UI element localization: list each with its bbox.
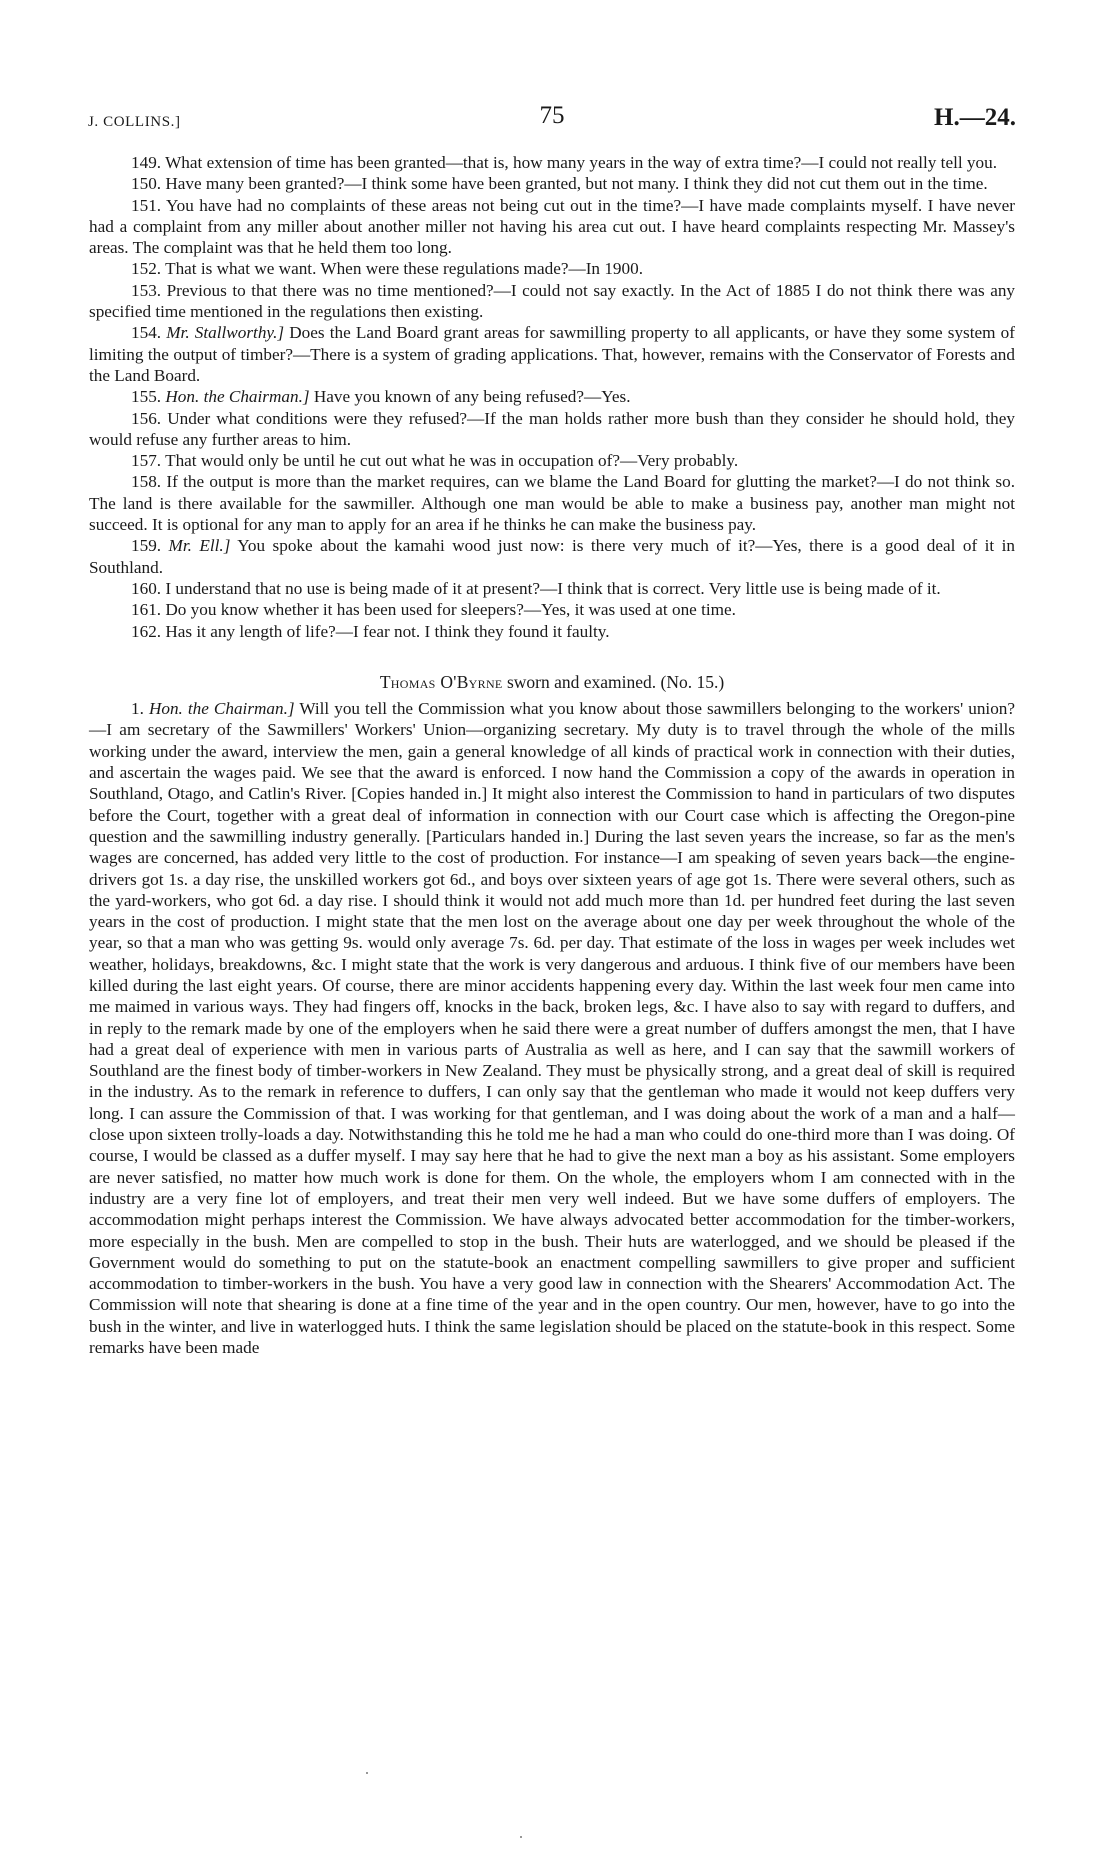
question-number: 150. bbox=[131, 174, 162, 194]
question-number: 159. bbox=[131, 536, 162, 556]
question-number: 160. bbox=[131, 578, 162, 598]
page-body bbox=[89, 152, 1015, 1358]
question-149 bbox=[89, 152, 1015, 173]
witness-name: Thomas O'Byrne bbox=[379, 671, 503, 692]
page-header bbox=[88, 100, 1016, 140]
question-150 bbox=[89, 173, 1015, 194]
speaker-name: Mr. Ell.] bbox=[168, 536, 231, 556]
question-text: Have many been granted?—I think some have been granted, but not many. I think they did not cut them out in the time. bbox=[165, 174, 988, 194]
question-number: 153. bbox=[131, 280, 162, 300]
question-number: 161. bbox=[131, 600, 162, 620]
question-number: 154. bbox=[131, 323, 162, 343]
question-number: 158. bbox=[131, 472, 162, 492]
question-text: What extension of time has been granted—that is, how many years in the way of extra time?—I could not really tell you. bbox=[165, 153, 997, 172]
question-number: 162. bbox=[131, 621, 162, 641]
document-reference: H.—24. bbox=[934, 104, 1016, 131]
testimony-text: Will you tell the Commission what you know about those sawmillers belonging to the workers' union?—I am secretary of the Sawmillers' Workers' Union—organizing secretary. My duty is to travel through the whole of the mills working under the award, interview the men, gain a general knowledge of all kinds of practical work in connection with their duties, and ascertain the wages paid. We see that the award is enforced. I now hand the Commission a copy of the awards in operation in Southland, Otago, and Catlin's River. [Copies handed in.] It might also interest the Commission to hand in particulars of two disputes before the Court, together with a great deal of information in connection with our Court case which is affecting the Oregon-pine question and the sawmilling industry generally. [Particulars handed in.] During the last seven years the increase, so far as the men's wages are concerned, has added very little to the cost of production. For instance—I am speaking of seven years back—the engine-drivers got 1s. a day rise, the unskilled workers got 6d., and boys over sixteen years of age got 1s. There were several others, such as the yard-workers, who got 6d. a day rise. I should think it would not add much more than 1d. per hundred feet during the last seven years in the cost of production. I might state that the men lost on the average about one day per week throughout the whole of the year, so that a man who was getting 9s. would only average 7s. 6d. per day. That estimate of the loss in wages per week includes wet weather, holidays, breakdowns, &c. I might state that the work is very dangerous and arduous. I think five of our members have been killed during the last eight years. Of course, there are minor accidents happening every day. Within the last week four men came into me maimed in various ways. They had fingers off, knocks in the back, broken legs, &c. I have also to say with regard to duffers, and in reply to the remark made by one of the employers when he said there were a great number of duffers amongst the men, that I have had a great deal of experience with men in various parts of Australia as well as here, and I can say that the sawmill workers of Southland are the finest body of timber-workers in New Zealand. They must be physically strong, and a great deal of skill is required in the industry. As to the remark in reference to duffers, I can only say that the gentleman who made it would not keep duffers very long. I can assure the Commission of that. I was working for that gentleman, and I was doing about the work of a man and a half—close upon sixteen trolly-loads a day. Notwithstanding this he told me he had a man who could do one-third more than I was doing. Of course, I would be classed as a duffer myself. I may say here that he had to give the next man a boy as his assistant. Some employers are never satisfied, no matter how much work is done for them. On the whole, the employers whom I am connected with in the industry are a very fine lot of employers, and treat their men very well indeed. But we have some duffers of employers. The accommodation might perhaps interest the Commission. We have always advocated better accommodation for the timber-workers, more especially in the bush. Men are compelled to stop in the bush. Their huts are waterlogged, and we should be pleased if the Government would do something to put on the statute-book an enactment compelling sawmillers to give proper and sufficient accommodation to timber-workers in the bush. You have a very good law in connection with the Shearers' Accommodation Act. The Commission will note that shearing is done at a fine time of the year and in the open country. Our men, however, have to go into the bush in the winter, and live in waterlogged huts. I think the same legislation should be placed on the statute-book in this respect. Some remarks have been made bbox=[89, 699, 1016, 1358]
question-151 bbox=[89, 195, 1015, 259]
question-text: You spoke about the kamahi wood just now: is there very much of it?—Yes, there is a good deal of it in Southland. bbox=[89, 536, 1015, 577]
question-158 bbox=[89, 471, 1015, 535]
question-155 bbox=[89, 386, 1015, 407]
question-number: 152. bbox=[131, 259, 162, 279]
question-text: That would only be until he cut out what he was in occupation of?—Very probably. bbox=[165, 451, 739, 471]
question-text: Have you known of any being refused?—Yes. bbox=[313, 387, 631, 407]
question-153 bbox=[89, 280, 1015, 323]
speaker-name: Mr. Stallworthy.] bbox=[166, 323, 285, 343]
paper-speck bbox=[520, 1836, 522, 1838]
question-159 bbox=[89, 535, 1015, 578]
question-text: I understand that no use is being made of it at present?—I think that is correct. Very little use is being made of it. bbox=[165, 578, 941, 598]
question-text: Under what conditions were they refused?—If the man holds rather more bush than they consider he should hold, they would refuse any further areas to him. bbox=[89, 408, 1015, 449]
question-156 bbox=[89, 408, 1015, 451]
question-160 bbox=[89, 578, 1015, 599]
question-text: If the output is more than the market requires, can we blame the Land Board for glutting the market?—I do not think so. The land is there available for the sawmiller. Although one man would be able to make a business pay, another man might not succeed. It is optional for any man to apply for an area if he thinks he can make the business pay. bbox=[89, 472, 1015, 535]
question-number: 151. bbox=[131, 195, 162, 215]
witness-heading bbox=[89, 672, 1015, 693]
paper-speck bbox=[366, 1772, 368, 1774]
question-154 bbox=[89, 322, 1015, 386]
testimony-paragraph bbox=[89, 698, 1015, 1358]
question-number: 155. bbox=[131, 387, 162, 407]
speaker-name: Hon. the Chairman.] bbox=[165, 387, 310, 407]
question-number: 156. bbox=[131, 408, 162, 428]
question-text: Has it any length of life?—I fear not. I think they found it faulty. bbox=[165, 621, 610, 641]
question-text: Do you know whether it has been used for sleepers?—Yes, it was used at one time. bbox=[165, 600, 736, 620]
question-text: That is what we want. When were these regulations made?—In 1900. bbox=[165, 259, 643, 279]
question-text: You have had no complaints of these areas not being cut out in the time?—I have made complaints myself. I have never had a complaint from any miller about another miller not having his area cut out. I have heard complaints respecting Mr. Massey's areas. The complaint was that he held them too long. bbox=[89, 195, 1015, 258]
page-number: 75 bbox=[539, 102, 565, 129]
question-161 bbox=[89, 599, 1015, 620]
question-number: 157. bbox=[131, 451, 162, 471]
question-number: 149. bbox=[131, 153, 162, 172]
question-152 bbox=[89, 258, 1015, 279]
witness-heading-rest: sworn and examined. (No. 15.) bbox=[506, 671, 725, 692]
question-162 bbox=[89, 621, 1015, 642]
question-157 bbox=[89, 450, 1015, 471]
question-text: Previous to that there was no time mentioned?—I could not say exactly. In the Act of 1885 I do not think there was any specified time mentioned in the regulations then existing. bbox=[89, 280, 1016, 322]
question-text: Does the Land Board grant areas for sawmilling property to all applicants, or have they some system of limiting the output of timber?—There is a system of grading applications. That, however, remains with the Conservator of Forests and the Land Board. bbox=[89, 323, 1015, 385]
witness-running-head: J. COLLINS.] bbox=[88, 114, 181, 130]
question-number: 1. bbox=[131, 699, 144, 719]
speaker-name: Hon. the Chairman.] bbox=[148, 699, 295, 719]
